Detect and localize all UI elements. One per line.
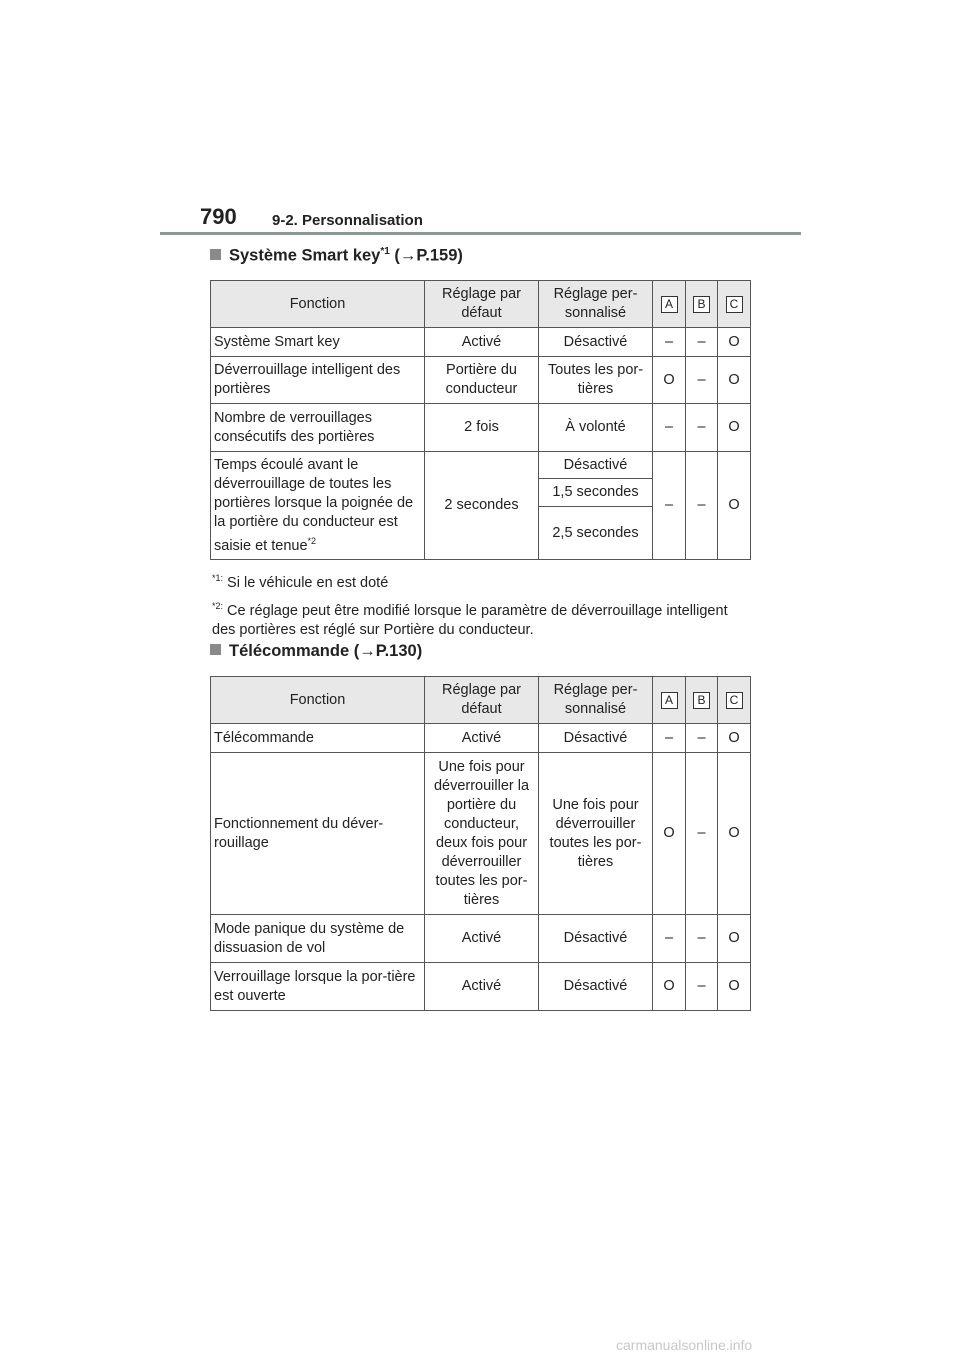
cell-function: Télécommande: [211, 724, 425, 753]
table-row: [211, 357, 751, 404]
smart-key-table: [210, 280, 751, 560]
cell-a: –: [653, 404, 686, 452]
cell-custom: À volonté: [539, 404, 653, 452]
cell-b: –: [686, 357, 718, 404]
cell-option: Désactivé: [539, 452, 653, 479]
table-row: [211, 452, 751, 479]
header-custom: Réglage per-sonnalisé: [539, 677, 653, 724]
cell-custom: Désactivé: [539, 915, 653, 963]
cell-c: O: [718, 452, 751, 560]
header-custom: Réglage per-sonnalisé: [539, 281, 653, 328]
section2-title: Télécommande: [229, 642, 350, 660]
box-b: B: [693, 296, 710, 313]
cell-default: Activé: [425, 963, 539, 1011]
cell-b: –: [686, 452, 718, 560]
square-bullet-icon: [210, 644, 221, 655]
section-title: 9-2. Personnalisation: [272, 212, 423, 229]
table-header-row: [211, 281, 751, 328]
header-rule: [160, 232, 801, 235]
square-bullet-icon: [210, 249, 221, 260]
cell-a: –: [653, 724, 686, 753]
cell-function: Mode panique du système de dissuasion de vol: [211, 915, 425, 963]
section1-title: Système Smart key: [229, 246, 381, 265]
cell-c: O: [718, 328, 751, 357]
table-row: [211, 724, 751, 753]
header-a: [653, 677, 686, 724]
section1-heading: [210, 246, 463, 266]
header-default: Réglage par défaut: [425, 281, 539, 328]
cell-a: O: [653, 963, 686, 1011]
cell-default: Portière du conducteur: [425, 357, 539, 404]
footnote-2: [212, 597, 752, 640]
cell-c: O: [718, 753, 751, 915]
footnote-mark: *2:: [212, 601, 224, 611]
cell-custom: Désactivé: [539, 963, 653, 1011]
cell-a: O: [653, 357, 686, 404]
footnote-text: Si le véhicule en est doté: [227, 574, 389, 591]
cell-custom: Désactivé: [539, 328, 653, 357]
box-c: C: [726, 692, 743, 709]
cell-c: O: [718, 357, 751, 404]
header-b: [686, 281, 718, 328]
header-default: Réglage par défaut: [425, 677, 539, 724]
cell-b: –: [686, 328, 718, 357]
cell-function-sup: *2: [307, 535, 317, 546]
cell-b: –: [686, 915, 718, 963]
cell-function: Déverrouillage intelligent des portières: [211, 357, 425, 404]
cell-c: O: [718, 724, 751, 753]
table-header-row: [211, 677, 751, 724]
table-row: [211, 753, 751, 915]
table-row: [211, 404, 751, 452]
footnote-mark: *1:: [212, 573, 224, 583]
section1-title-ref: (→P.159): [389, 246, 463, 265]
header-c: [718, 281, 751, 328]
box-b: B: [693, 692, 710, 709]
cell-custom: Une fois pour déverrouiller toutes les por-tières: [539, 753, 653, 915]
cell-default: Activé: [425, 724, 539, 753]
table-row: [211, 328, 751, 357]
cell-function: Système Smart key: [211, 328, 425, 357]
page-header: [200, 204, 800, 234]
cell-function: Verrouillage lorsque la por-tière est ouverte: [211, 963, 425, 1011]
cell-default: Activé: [425, 328, 539, 357]
cell-option: 2,5 secondes: [539, 507, 653, 560]
watermark: carmanualsonline.info: [616, 1337, 753, 1353]
footnote-1: [212, 569, 752, 593]
header-function: Fonction: [211, 281, 425, 328]
cell-b: –: [686, 404, 718, 452]
cell-custom: Désactivé: [539, 724, 653, 753]
table-row: [211, 963, 751, 1011]
cell-c: O: [718, 915, 751, 963]
cell-c: O: [718, 404, 751, 452]
cell-default: Une fois pour déverrouiller la portière du conducteur, deux fois pour déverrouiller toutes les por-tières: [425, 753, 539, 915]
cell-function-text: Temps écoulé avant le déverrouillage de toutes les portières lorsque la poignée de la portière du conducteur est saisie et tenue: [214, 456, 414, 554]
cell-a: –: [653, 915, 686, 963]
cell-a: –: [653, 328, 686, 357]
section1-title-sup: *1: [380, 246, 390, 257]
header-c: [718, 677, 751, 724]
cell-function: [211, 452, 425, 560]
cell-custom: Toutes les por-tières: [539, 357, 653, 404]
cell-a: –: [653, 452, 686, 560]
table-row: [211, 915, 751, 963]
cell-b: –: [686, 963, 718, 1011]
cell-a: O: [653, 753, 686, 915]
cell-b: –: [686, 753, 718, 915]
header-a: [653, 281, 686, 328]
cell-b: –: [686, 724, 718, 753]
cell-option: 1,5 secondes: [539, 479, 653, 507]
section2-heading: [210, 642, 422, 661]
section2-title-ref: (→P.130): [349, 642, 423, 660]
cell-default: Activé: [425, 915, 539, 963]
page-number: 790: [200, 204, 237, 229]
header-b: [686, 677, 718, 724]
box-a: A: [661, 692, 678, 709]
box-c: C: [726, 296, 743, 313]
cell-c: O: [718, 963, 751, 1011]
box-a: A: [661, 296, 678, 313]
cell-default: 2 secondes: [425, 452, 539, 560]
cell-function: Fonctionnement du déver-rouillage: [211, 753, 425, 915]
remote-control-table: [210, 676, 751, 1011]
footnote-text: Ce réglage peut être modifié lorsque le paramètre de déverrouillage intelligent des portières est réglé sur Portière du conducteur.: [212, 602, 728, 638]
cell-default: 2 fois: [425, 404, 539, 452]
header-function: Fonction: [211, 677, 425, 724]
cell-function: Nombre de verrouillages consécutifs des portières: [211, 404, 425, 452]
